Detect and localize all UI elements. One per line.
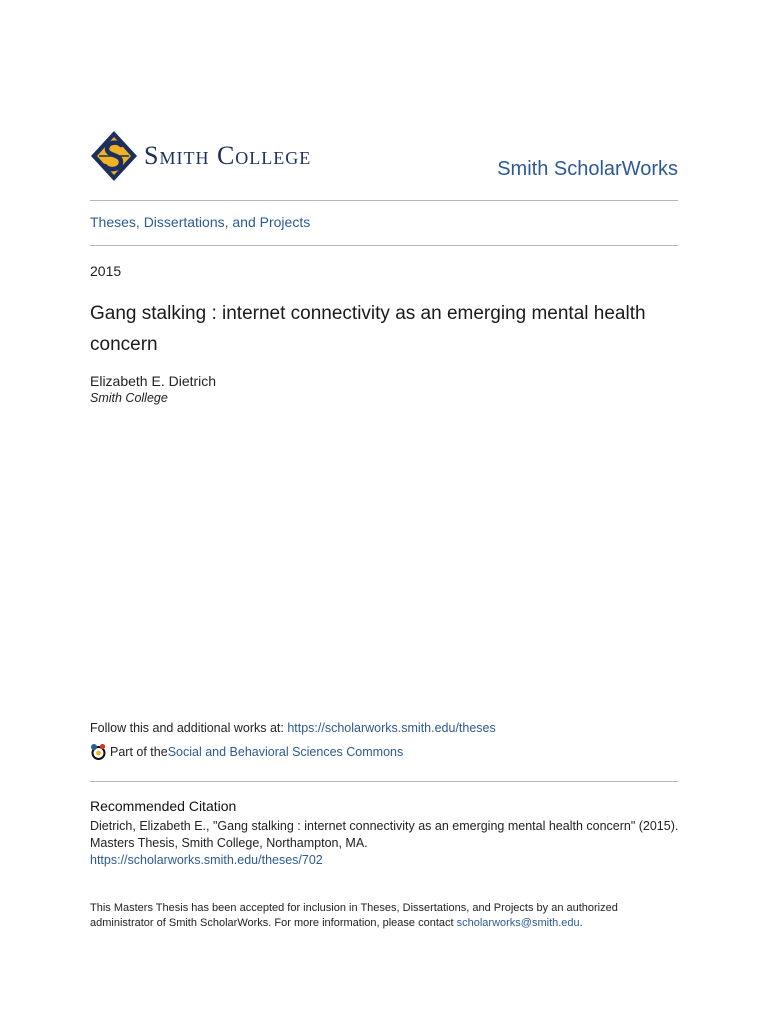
- smith-college-shield-icon: [90, 130, 138, 182]
- divider: [90, 200, 678, 201]
- divider: [90, 245, 678, 246]
- institution-name: Smith College: [144, 141, 312, 170]
- commons-network-icon: [90, 743, 107, 761]
- commons-link[interactable]: Social and Behavioral Sciences Commons: [167, 745, 404, 759]
- footer-notice: [90, 901, 680, 931]
- part-of-line: [90, 743, 403, 761]
- collection-link[interactable]: Theses, Dissertations, and Projects: [90, 214, 311, 230]
- footer-text: This Masters Thesis has been accepted for inclusion in Theses, Dissertations, and Projects by an authorized administrator of Smith ScholarWorks. For more information, please contact: [90, 902, 618, 929]
- citation-text: Dietrich, Elizabeth E., "Gang stalking : internet connectivity as an emerging mental health concern" (2015). Masters Thesis, Smith College, Northampton, MA.: [90, 819, 679, 850]
- document-title: Gang stalking : internet connectivity as an emerging mental health concern: [90, 303, 646, 355]
- citation-block: [90, 818, 680, 869]
- cover-page: [90, 0, 678, 1024]
- contact-email-link[interactable]: scholarworks@smith.edu: [456, 917, 580, 929]
- author-name: Elizabeth E. Dietrich: [90, 373, 217, 389]
- follow-line: [90, 721, 496, 735]
- follow-prefix: Follow this and additional works at:: [90, 721, 288, 735]
- citation-url-link[interactable]: https://scholarworks.smith.edu/theses/702: [90, 853, 323, 867]
- citation-heading: Recommended Citation: [90, 798, 237, 814]
- divider: [90, 781, 678, 782]
- footer-suffix: .: [579, 917, 583, 929]
- repository-link[interactable]: Smith ScholarWorks: [497, 158, 678, 180]
- publication-year: 2015: [90, 263, 122, 279]
- smith-college-logo[interactable]: [90, 128, 370, 184]
- part-of-prefix: Part of the: [110, 745, 168, 759]
- header: [90, 128, 678, 184]
- author-affiliation: Smith College: [90, 391, 168, 405]
- follow-url-link[interactable]: https://scholarworks.smith.edu/theses: [287, 721, 496, 735]
